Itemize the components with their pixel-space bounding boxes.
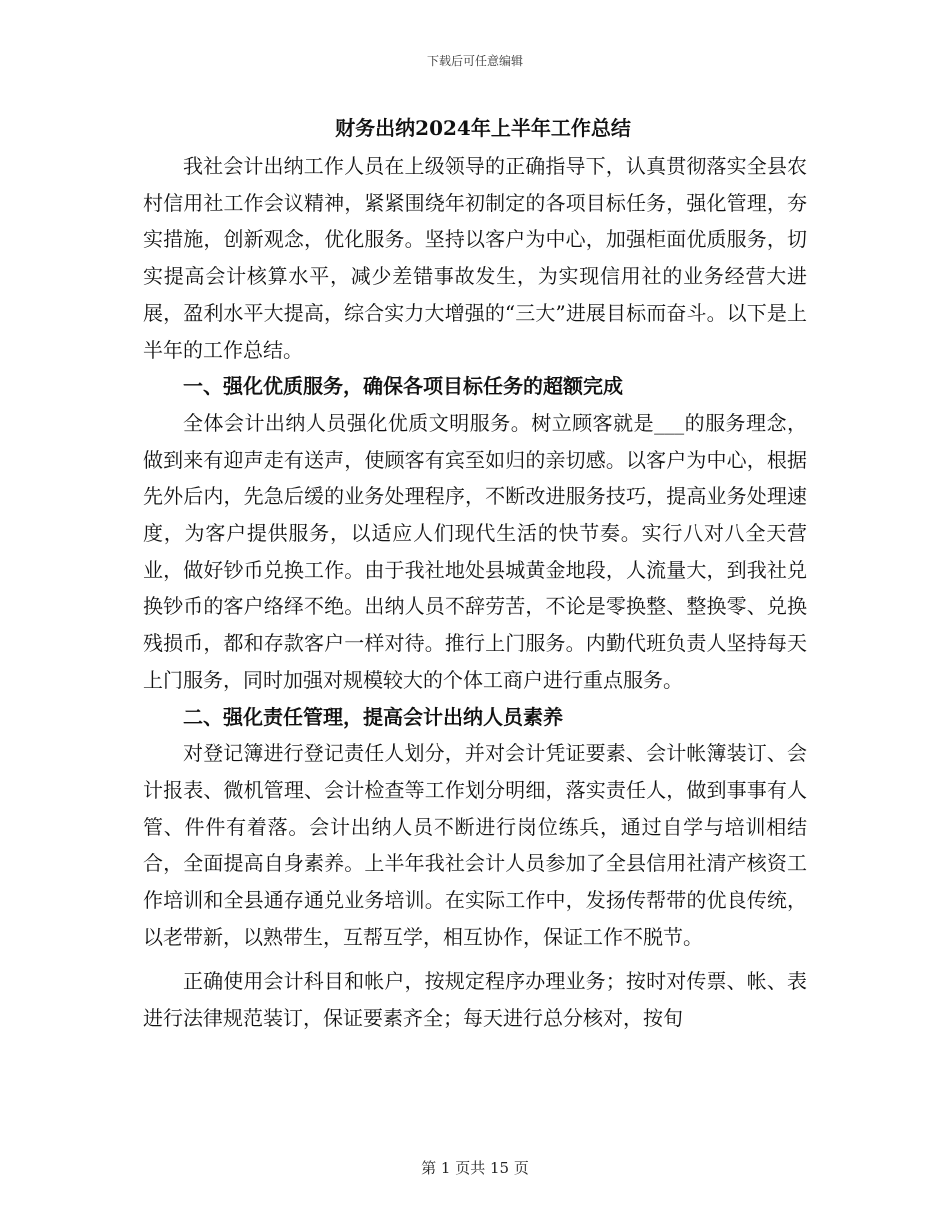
section-heading-2: 二、强化责任管理，提高会计出纳人员素养 — [183, 704, 563, 729]
page-number: 第 1 页共 15 页 — [421, 1159, 529, 1177]
document-body — [143, 108, 807, 1037]
section-heading-1: 一、强化优质服务，确保各项目标任务的超额完成 — [183, 374, 623, 399]
intro-paragraph: 我社会计出纳工作人员在上级领导的正确指导下，认真贯彻落实全县农村信用社工作会议精神，紧紧围绕年初制定的各项目标任务，强化管理，夯实措施，创新观念，优化服务。坚持以客户为中心，加强柜面优质服务，切实提高会计核算水平，减少差错事故发生，为实现信用社的业务经营大进展，盈利水平大提高，综合实力大增强的“三大”进展目标而奋斗。以下是上半年的工作总结。 — [143, 154, 807, 362]
paragraph-gap — [143, 955, 807, 963]
document-title: 财务出纳2024年上半年工作总结 — [335, 116, 631, 140]
section-2-paragraph-1: 对登记簿进行登记责任人划分，并对会计凭证要素、会计帐簿装订、会计报表、微机管理、会计检查等工作划分明细，落实责任人，做到事事有人管、件件有着落。会计出纳人员不断进行岗位练兵，通过自学与培训相结合，全面提高自身素养。上半年我社会计人员参加了全县信用社清产核资工作培训和全县通存通兑业务培训。在实际工作中，发扬传帮带的优良传统，以老带新，以熟带生，互帮互学，相互协作，保证工作不脱节。 — [143, 741, 807, 949]
section-2-paragraph-2: 正确使用会计科目和帐户，按规定程序办理业务；按时对传票、帐、表进行法律规范装订，保证要素齐全；每天进行总分核对，按旬 — [143, 969, 807, 1031]
page-header-note: 下载后可任意编辑 — [426, 54, 523, 68]
section-1-paragraph-1: 全体会计出纳人员强化优质文明服务。树立顾客就是___的服务理念，做到来有迎声走有送声，使顾客有宾至如归的亲切感。以客户为中心，根据先外后内，先急后缓的业务处理程序，不断改进服务技巧，提高业务处理速度，为客户提供服务，以适应人们现代生活的快节奏。实行八对八全天营业，做好钞币兑换工作。由于我社地处县城黄金地段，人流量大，到我社兑换钞币的客户络绎不绝。出纳人员不辞劳苦，不论是零换整、整换零、兑换残损币，都和存款客户一样对待。推行上门服务。内勤代班负责人坚持每天上门服务，同时加强对规模较大的个体工商户进行重点服务。 — [143, 410, 807, 692]
